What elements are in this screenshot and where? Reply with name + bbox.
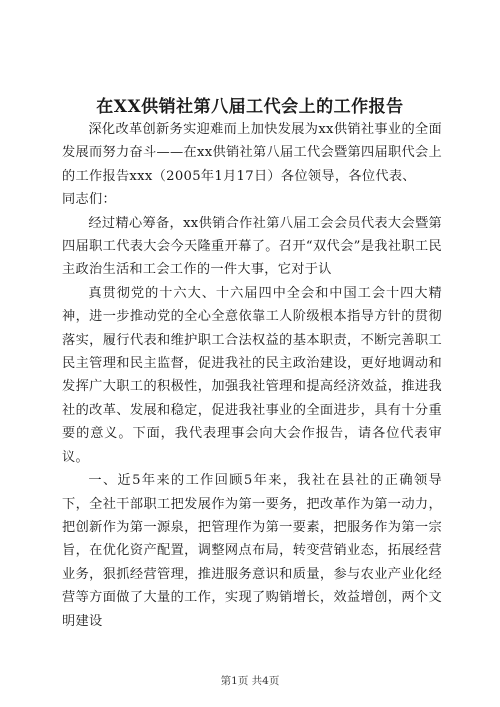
paragraph: 同志们： [62,192,116,208]
paragraph: 深化改革创新务实迎难而上加快发展为xx供销社事业的全面发展而努力奋斗——在xx供销社第八届工代会暨第四届职代会上的工作报告xxx（2005年1月17日）各位领导，各位代表、 [62,122,442,184]
document-body [62,118,442,633]
paragraph: 经过精心筹备，xx供销合作社第八届工会会员代表大会暨第四届职工代表大会今天隆重开幕了。召开“双代会”是我社职工民主政治生活和工会工作的一件大事，它对于认 [62,215,442,278]
document-title: 在XX供销社第八届工代会上的工作报告 [96,97,404,117]
paragraph: 真贯彻党的十六大、十六届四中全会和中国工会十四大精神，进一步推动党的全心全意依靠工人阶级根本指导方针的贯彻落实，履行代表和维护职工合法权益的基本职责，不断完善职工民主管理和民主监督，促进我社的民主政治建设，更好地调动和发挥广大职工的积极性，加强我社管理和提高经济效益，推进我社的改革、发展和稳定，促进我社事业的全面进步，具有十分重要的意义。下面，我代表理事会向大会作报告，请各位代表审议。 [62,285,442,465]
page-footer: 第1页 共4页 [220,675,280,687]
paragraph: 一、近5年来的工作回顾5年来，我社在县社的正确领导下，全社干部职工把发展作为第一要务，把改革作为第一动力，把创新作为第一源泉，把管理作为第一要素，把服务作为第一宗旨，在优化资产配置，调整网点布局，转变营销业态，拓展经营业务，狠抓经营管理，推进服务意识和质量，参与农业产业化经营等方面做了大量的工作，实现了购销增长，效益增创，两个文明建设 [62,473,442,629]
